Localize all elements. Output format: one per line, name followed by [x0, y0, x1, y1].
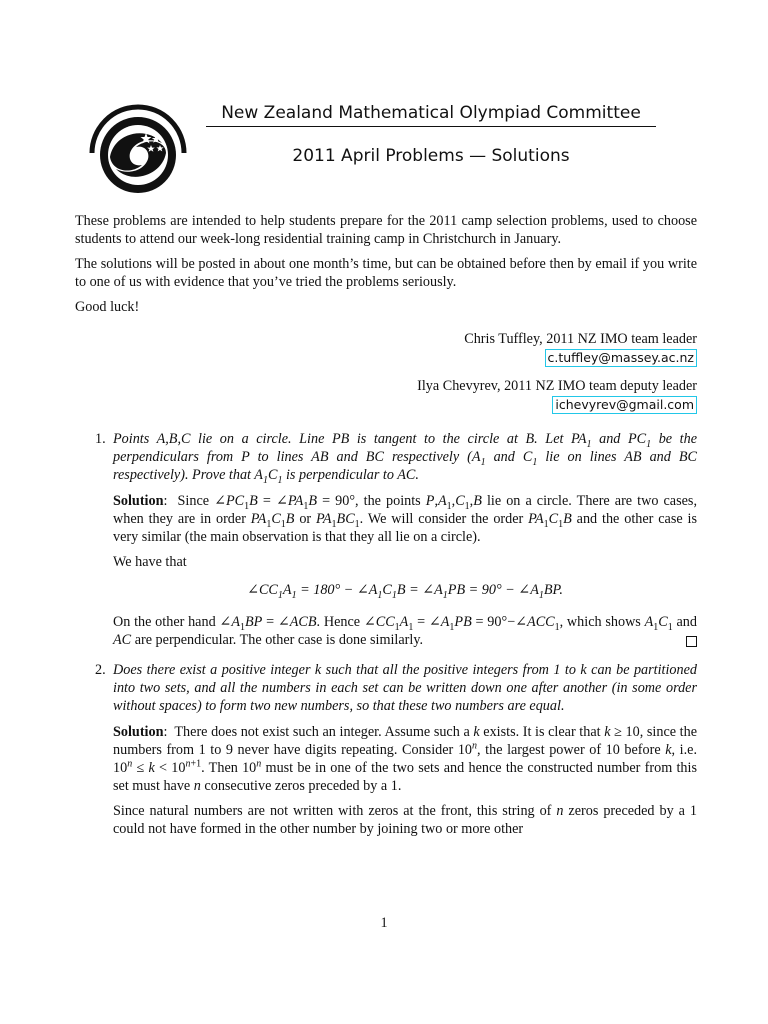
solution-text: On the other hand $\angle A_1BP$ = ∠ACB. Hence $\angle CC_1A_1$ = $\angle A_1PB$ = $90^\circ-\angle ACC_1$, which shows $A_1C_1$ and AC are perpendicular. The other case is done similarly. [113, 614, 697, 648]
committee-title: New Zealand Mathematical Olympiad Committee [206, 104, 656, 127]
page-content [75, 212, 697, 845]
email-link[interactable]: c.tuffley@massey.ac.nz [545, 349, 697, 367]
nzmoc-logo [84, 95, 192, 203]
solution-text: We have that [113, 554, 187, 570]
solution-text: Solution: There does not exist such an integer. Assume such a k exists. It is clear that k ≥ 10, since the numbers from 1 to 9 never have digits repeating. Consider 10$^n$, the largest power of 10 before k, i.e. $10^n \le k < 10^{n+1}$. Then 10$^n$ must be in one of the two sets and hence the constructed number from this set must have n consecutive zeros preceded by a 1. [113, 724, 697, 794]
intro-paragraph: The solutions will be posted in about one month’s time, but can be obtained before then by email if you write to one of us with evidence that you’ve tried the problems seriously. [75, 256, 697, 290]
problem-number: 1. [95, 431, 106, 447]
intro-paragraph: Good luck! [75, 299, 140, 315]
solution-text: Since natural numbers are not written with zeros at the front, this string of n zeros preceded by a 1 could not have formed in the other number by joining two or more other [113, 803, 697, 837]
signature-block [75, 330, 697, 424]
email-link[interactable]: ichevyrev@gmail.com [552, 396, 697, 414]
equation: $\angle CC_1A_1 = 180^\circ$ − $\angle A_1C_1B$ = $\angle A_1PB = 90^\circ$ − $\angle A_1BP$. [247, 582, 563, 601]
contact-name: Chris Tuffley, 2011 NZ IMO team leader [464, 331, 697, 347]
contact-name: Ilya Chevyrev, 2011 NZ IMO team deputy leader [417, 378, 697, 394]
problem-statement: Does there exist a positive integer k such that all the positive integers from 1 to k can be partitioned into two sets, and all the numbers in each set can be written down one after another (in some order without spaces) to form two new numbers, so that these two numbers are equal. [113, 662, 697, 714]
problem-1 [75, 430, 697, 649]
problem-number: 2. [95, 662, 106, 678]
problem-2 [75, 661, 697, 838]
solution-label: Solution [113, 724, 164, 740]
intro-paragraph: These problems are intended to help students prepare for the 2011 camp selection problems, used to choose students to attend our week-long residential training camp in Christchurch in January. [75, 213, 697, 247]
solution-text: Solution: Since $\angle PC_1B$ = $\angle PA_1B = 90^\circ$, the points $P,A_1,C_1,B$ lie on a circle. There are two cases, when they are in order $PA_1C_1B$ or $PA_1BC_1$. We will consider the order $PA_1C_1B$ and the other case is very similar (the main observation is that they all lie on a circle). [113, 493, 697, 545]
document-subtitle: 2011 April Problems — Solutions [292, 146, 570, 166]
qed-symbol [686, 636, 697, 647]
page-number: 1 [380, 915, 388, 931]
problem-statement: Points A,B,C lie on a circle. Line PB is tangent to the circle at B. Let $PA_1$ and $PC_1$ be the perpendiculars from P to lines AB and BC respectively ($A_1$ and $C_1$ lie on lines AB and BC respectively). Prove that $A_1C_1$ is perpendicular to AC. [113, 431, 698, 486]
solution-label: Solution [113, 493, 164, 509]
